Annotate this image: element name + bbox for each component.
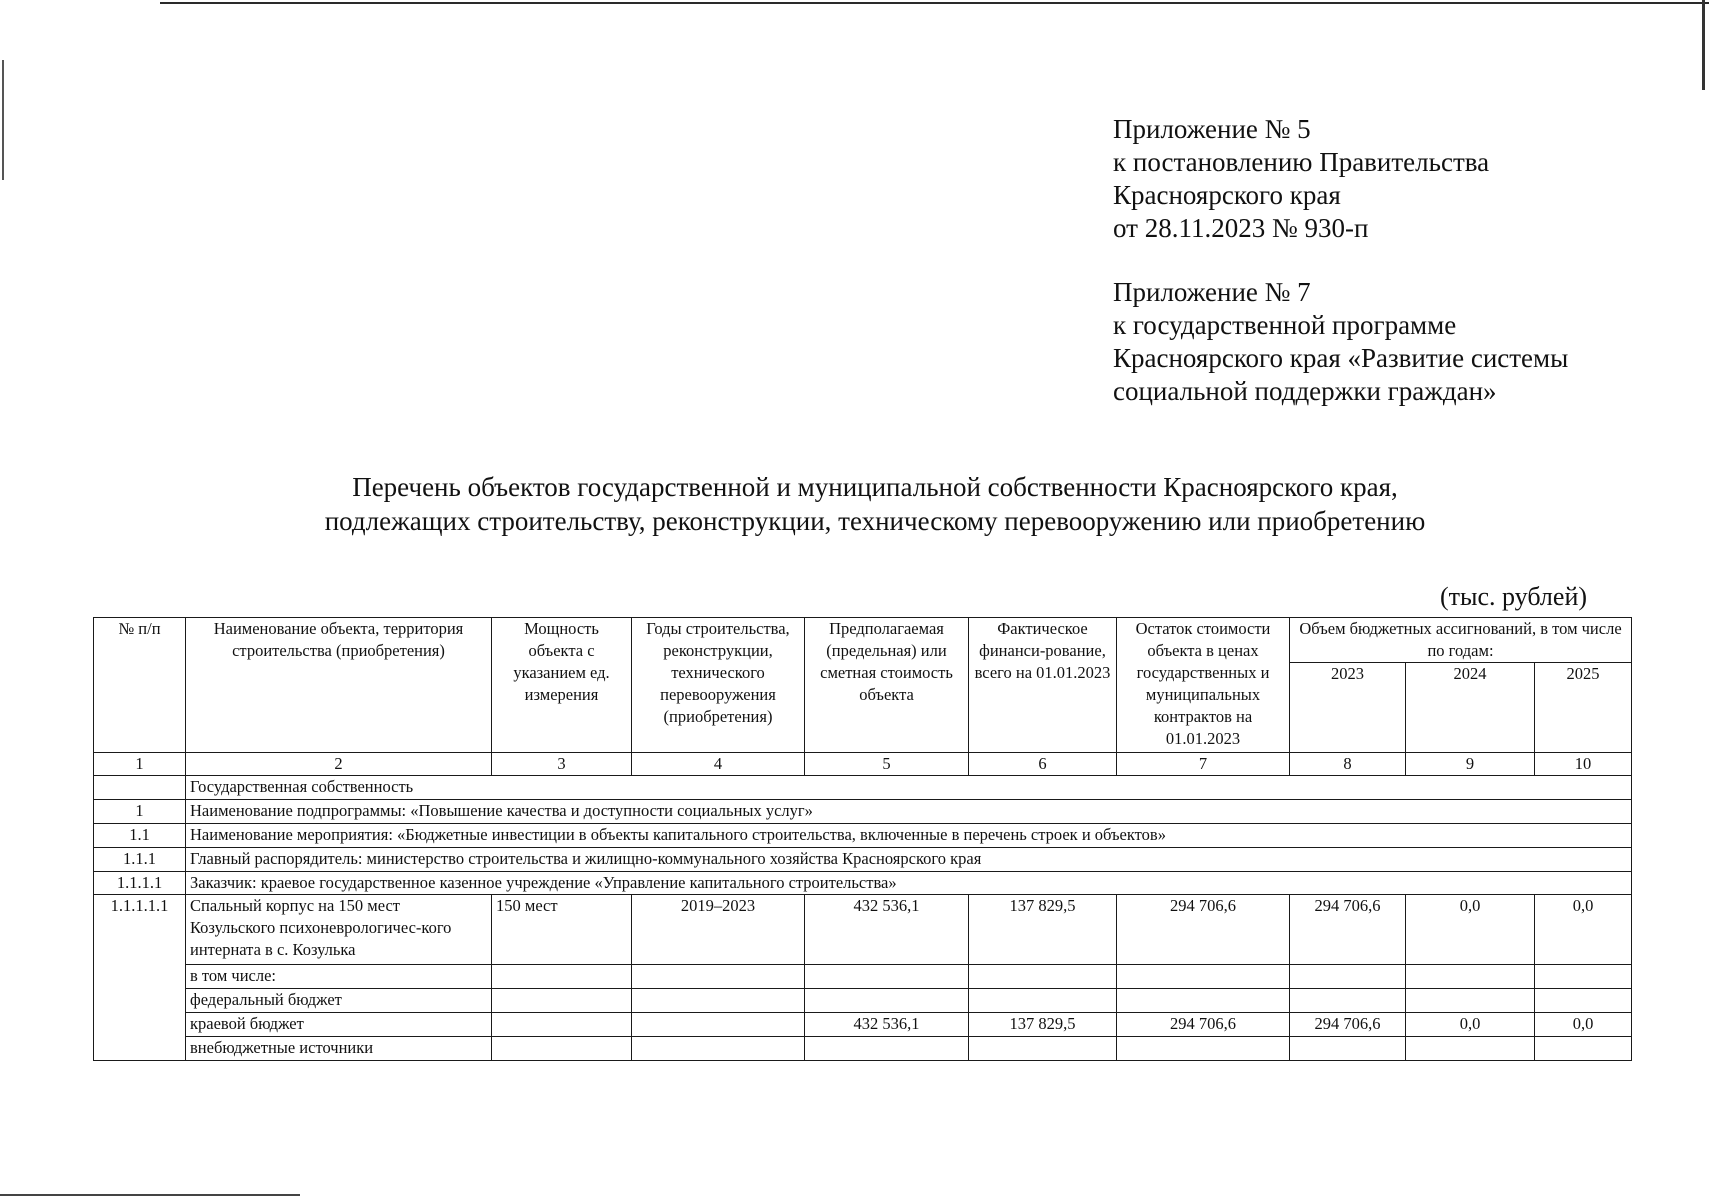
funding-remaining: 294 706,6 [1117,1013,1290,1037]
section-row [94,848,1632,872]
object-num: 1.1.1.1.1 [94,895,186,1061]
funding-2024: 0,0 [1406,1013,1535,1037]
appendix-secondary-line: к государственной программе [1113,310,1457,340]
section-row [94,824,1632,848]
column-number: 8 [1290,753,1406,776]
scan-edge-bottom [0,1194,300,1196]
object-remaining-cost: 294 706,6 [1117,895,1290,965]
header-budget-group: Объем бюджетных ассигнований, в том числе по годам: [1290,618,1632,663]
header-remaining-cost: Остаток стоимости объекта в ценах государственных и муниципальных контрактов на 01.01.2023 [1117,618,1290,753]
funding-actual [969,965,1117,989]
funding-2023 [1290,989,1406,1013]
section-row [94,872,1632,895]
funding-row [94,989,1632,1013]
funding-capacity [492,1037,632,1061]
funding-2023 [1290,965,1406,989]
scan-edge-left [2,60,4,180]
header-years: Годы строительства, реконструкции, технического перевооружения (приобретения) [632,618,805,753]
column-number: 7 [1117,753,1290,776]
funding-row [94,965,1632,989]
appendix-secondary [1113,276,1568,408]
object-budget-2025: 0,0 [1535,895,1632,965]
header-year-2024: 2024 [1406,663,1535,753]
column-number: 6 [969,753,1117,776]
funding-2024 [1406,965,1535,989]
object-budget-2024: 0,0 [1406,895,1535,965]
funding-2024 [1406,1037,1535,1061]
funding-years [632,1013,805,1037]
section-num: 1.1.1.1 [94,872,186,895]
header-year-2025: 2025 [1535,663,1632,753]
funding-2025 [1535,965,1632,989]
document-title-line: Перечень объектов государственной и муниципальной собственности Красноярского края, [352,472,1398,502]
column-number: 1 [94,753,186,776]
column-number: 10 [1535,753,1632,776]
section-text: Главный распорядитель: министерство строительства и жилищно-коммунального хозяйства Красноярского края [186,848,1632,872]
section-text: Наименование подпрограммы: «Повышение качества и доступности социальных услуг» [186,800,1632,824]
funding-actual: 137 829,5 [969,1013,1117,1037]
funding-remaining [1117,1037,1290,1061]
funding-2024 [1406,989,1535,1013]
scan-edge-right [1702,0,1705,90]
column-number: 5 [805,753,969,776]
funding-name: федеральный бюджет [186,989,492,1013]
funding-2025: 0,0 [1535,1013,1632,1037]
funding-capacity [492,965,632,989]
section-row [94,800,1632,824]
section-row [94,776,1632,800]
funding-2023: 294 706,6 [1290,1013,1406,1037]
section-num: 1.1 [94,824,186,848]
appendix-secondary-line: Приложение № 7 [1113,277,1311,307]
funding-remaining [1117,965,1290,989]
object-years: 2019–2023 [632,895,805,965]
appendix-secondary-line: Красноярского края «Развитие системы [1113,343,1569,373]
objects-table [93,617,1632,1061]
object-row [94,895,1632,965]
object-estimated-cost: 432 536,1 [805,895,969,965]
header-year-2023: 2023 [1290,663,1406,753]
section-text: Государственная собственность [186,776,1632,800]
funding-row [94,1013,1632,1037]
object-capacity: 150 мест [492,895,632,965]
appendix-primary [1113,113,1489,245]
funding-estimated-cost [805,989,969,1013]
funding-2023 [1290,1037,1406,1061]
appendix-primary-line: Красноярского края [1113,180,1341,210]
column-number: 3 [492,753,632,776]
header-capacity: Мощность объекта с указанием ед. измерения [492,618,632,753]
object-budget-2023: 294 706,6 [1290,895,1406,965]
funding-years [632,1037,805,1061]
column-number: 9 [1406,753,1535,776]
section-num: 1 [94,800,186,824]
section-num: 1.1.1 [94,848,186,872]
funding-remaining [1117,989,1290,1013]
object-name: Спальный корпус на 150 мест Козульского психоневрологичес-кого интерната в с. Козулька [186,895,492,965]
funding-name: в том числе: [186,965,492,989]
scan-edge-top [160,2,1709,4]
funding-actual [969,989,1117,1013]
funding-estimated-cost: 432 536,1 [805,1013,969,1037]
appendix-secondary-line: социальной поддержки граждан» [1113,376,1497,406]
funding-name: краевой бюджет [186,1013,492,1037]
funding-row [94,1037,1632,1061]
object-actual-funding: 137 829,5 [969,895,1117,965]
funding-name: внебюджетные источники [186,1037,492,1061]
funding-estimated-cost [805,965,969,989]
column-number: 2 [186,753,492,776]
funding-actual [969,1037,1117,1061]
funding-2025 [1535,989,1632,1013]
appendix-primary-line: Приложение № 5 [1113,114,1311,144]
section-num [94,776,186,800]
header-num: № п/п [94,618,186,753]
header-actual-funding: Фактическое финанси-рование, всего на 01.01.2023 [969,618,1117,753]
funding-years [632,965,805,989]
funding-capacity [492,1013,632,1037]
document-title-line: подлежащих строительству, реконструкции, техническому перевооружению или приобретению [324,506,1426,536]
funding-capacity [492,989,632,1013]
header-estimated-cost: Предполагаемая (предельная) или сметная стоимость объекта [805,618,969,753]
section-text: Наименование мероприятия: «Бюджетные инвестиции в объекты капитального строительства, включенные в перечень строек и объектов» [186,824,1632,848]
appendix-primary-line: к постановлению Правительства [1113,147,1490,177]
column-number: 4 [632,753,805,776]
funding-years [632,989,805,1013]
funding-estimated-cost [805,1037,969,1061]
funding-2025 [1535,1037,1632,1061]
header-name: Наименование объекта, территория строительства (приобретения) [186,618,492,753]
section-text: Заказчик: краевое государственное казенное учреждение «Управление капитального строительства» [186,872,1632,895]
appendix-primary-line: от 28.11.2023 № 930-п [1113,213,1369,243]
units-label: (тыс. рублей) [1440,582,1588,611]
document-title [0,470,1709,538]
